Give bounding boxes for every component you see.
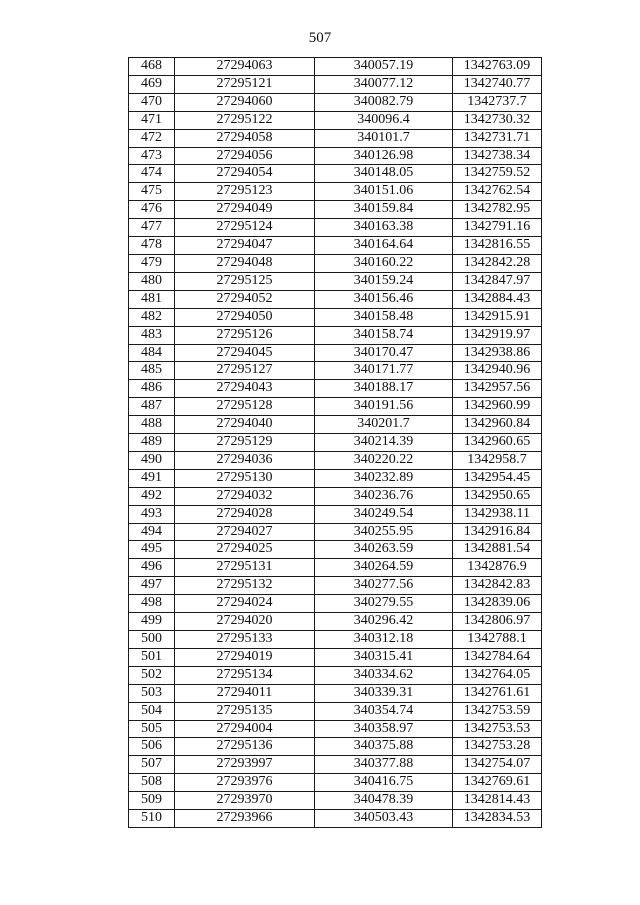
row-index-cell: 479 bbox=[129, 254, 175, 272]
row-index-cell: 468 bbox=[129, 58, 175, 76]
y-coordinate-cell: 1342782.95 bbox=[453, 201, 542, 219]
row-index-cell: 473 bbox=[129, 147, 175, 165]
x-coordinate-cell: 340478.39 bbox=[315, 792, 453, 810]
coordinates-table bbox=[128, 57, 542, 828]
x-coordinate-cell: 340358.97 bbox=[315, 720, 453, 738]
point-id-cell: 27294054 bbox=[175, 165, 315, 183]
x-coordinate-cell: 340201.7 bbox=[315, 416, 453, 434]
row-index-cell: 488 bbox=[129, 416, 175, 434]
row-index-cell: 494 bbox=[129, 523, 175, 541]
x-coordinate-cell: 340163.38 bbox=[315, 219, 453, 237]
table-row bbox=[129, 505, 542, 523]
y-coordinate-cell: 1342784.64 bbox=[453, 648, 542, 666]
table-row bbox=[129, 398, 542, 416]
table-row bbox=[129, 272, 542, 290]
point-id-cell: 27294004 bbox=[175, 720, 315, 738]
y-coordinate-cell: 1342731.71 bbox=[453, 129, 542, 147]
y-coordinate-cell: 1342769.61 bbox=[453, 774, 542, 792]
row-index-cell: 470 bbox=[129, 93, 175, 111]
x-coordinate-cell: 340354.74 bbox=[315, 702, 453, 720]
table-row bbox=[129, 595, 542, 613]
point-id-cell: 27294027 bbox=[175, 523, 315, 541]
row-index-cell: 510 bbox=[129, 810, 175, 828]
row-index-cell: 506 bbox=[129, 738, 175, 756]
point-id-cell: 27295121 bbox=[175, 75, 315, 93]
table-row bbox=[129, 702, 542, 720]
table-row bbox=[129, 93, 542, 111]
x-coordinate-cell: 340188.17 bbox=[315, 380, 453, 398]
row-index-cell: 504 bbox=[129, 702, 175, 720]
x-coordinate-cell: 340220.22 bbox=[315, 451, 453, 469]
row-index-cell: 496 bbox=[129, 559, 175, 577]
row-index-cell: 503 bbox=[129, 684, 175, 702]
table-row bbox=[129, 523, 542, 541]
x-coordinate-cell: 340277.56 bbox=[315, 577, 453, 595]
x-coordinate-cell: 340312.18 bbox=[315, 631, 453, 649]
point-id-cell: 27294056 bbox=[175, 147, 315, 165]
x-coordinate-cell: 340077.12 bbox=[315, 75, 453, 93]
table-row bbox=[129, 308, 542, 326]
y-coordinate-cell: 1342737.7 bbox=[453, 93, 542, 111]
table-row bbox=[129, 183, 542, 201]
table-row bbox=[129, 666, 542, 684]
row-index-cell: 477 bbox=[129, 219, 175, 237]
point-id-cell: 27293966 bbox=[175, 810, 315, 828]
point-id-cell: 27295136 bbox=[175, 738, 315, 756]
point-id-cell: 27295123 bbox=[175, 183, 315, 201]
table-row bbox=[129, 792, 542, 810]
y-coordinate-cell: 1342842.28 bbox=[453, 254, 542, 272]
row-index-cell: 490 bbox=[129, 451, 175, 469]
table-row bbox=[129, 434, 542, 452]
point-id-cell: 27294045 bbox=[175, 344, 315, 362]
row-index-cell: 493 bbox=[129, 505, 175, 523]
x-coordinate-cell: 340158.74 bbox=[315, 326, 453, 344]
x-coordinate-cell: 340159.84 bbox=[315, 201, 453, 219]
x-coordinate-cell: 340170.47 bbox=[315, 344, 453, 362]
y-coordinate-cell: 1342884.43 bbox=[453, 290, 542, 308]
table-row bbox=[129, 559, 542, 577]
table-row bbox=[129, 631, 542, 649]
table-row bbox=[129, 613, 542, 631]
row-index-cell: 500 bbox=[129, 631, 175, 649]
table-body bbox=[129, 58, 542, 828]
point-id-cell: 27295130 bbox=[175, 469, 315, 487]
row-index-cell: 497 bbox=[129, 577, 175, 595]
table-row bbox=[129, 58, 542, 76]
row-index-cell: 484 bbox=[129, 344, 175, 362]
y-coordinate-cell: 1342754.07 bbox=[453, 756, 542, 774]
x-coordinate-cell: 340156.46 bbox=[315, 290, 453, 308]
row-index-cell: 501 bbox=[129, 648, 175, 666]
row-index-cell: 492 bbox=[129, 487, 175, 505]
x-coordinate-cell: 340416.75 bbox=[315, 774, 453, 792]
table-row bbox=[129, 344, 542, 362]
row-index-cell: 491 bbox=[129, 469, 175, 487]
point-id-cell: 27294024 bbox=[175, 595, 315, 613]
table-row bbox=[129, 129, 542, 147]
y-coordinate-cell: 1342919.97 bbox=[453, 326, 542, 344]
table-row bbox=[129, 254, 542, 272]
table-row bbox=[129, 487, 542, 505]
table-row bbox=[129, 738, 542, 756]
row-index-cell: 509 bbox=[129, 792, 175, 810]
y-coordinate-cell: 1342763.09 bbox=[453, 58, 542, 76]
x-coordinate-cell: 340255.95 bbox=[315, 523, 453, 541]
y-coordinate-cell: 1342960.99 bbox=[453, 398, 542, 416]
x-coordinate-cell: 340082.79 bbox=[315, 93, 453, 111]
x-coordinate-cell: 340232.89 bbox=[315, 469, 453, 487]
table-row bbox=[129, 237, 542, 255]
row-index-cell: 483 bbox=[129, 326, 175, 344]
row-index-cell: 475 bbox=[129, 183, 175, 201]
row-index-cell: 486 bbox=[129, 380, 175, 398]
row-index-cell: 482 bbox=[129, 308, 175, 326]
x-coordinate-cell: 340159.24 bbox=[315, 272, 453, 290]
point-id-cell: 27295128 bbox=[175, 398, 315, 416]
y-coordinate-cell: 1342958.7 bbox=[453, 451, 542, 469]
point-id-cell: 27294036 bbox=[175, 451, 315, 469]
row-index-cell: 469 bbox=[129, 75, 175, 93]
row-index-cell: 505 bbox=[129, 720, 175, 738]
point-id-cell: 27295126 bbox=[175, 326, 315, 344]
row-index-cell: 489 bbox=[129, 434, 175, 452]
x-coordinate-cell: 340126.98 bbox=[315, 147, 453, 165]
x-coordinate-cell: 340503.43 bbox=[315, 810, 453, 828]
row-index-cell: 502 bbox=[129, 666, 175, 684]
y-coordinate-cell: 1342753.59 bbox=[453, 702, 542, 720]
x-coordinate-cell: 340264.59 bbox=[315, 559, 453, 577]
y-coordinate-cell: 1342834.53 bbox=[453, 810, 542, 828]
y-coordinate-cell: 1342957.56 bbox=[453, 380, 542, 398]
x-coordinate-cell: 340279.55 bbox=[315, 595, 453, 613]
x-coordinate-cell: 340160.22 bbox=[315, 254, 453, 272]
point-id-cell: 27295122 bbox=[175, 111, 315, 129]
point-id-cell: 27293997 bbox=[175, 756, 315, 774]
y-coordinate-cell: 1342738.34 bbox=[453, 147, 542, 165]
row-index-cell: 508 bbox=[129, 774, 175, 792]
y-coordinate-cell: 1342938.86 bbox=[453, 344, 542, 362]
table-row bbox=[129, 577, 542, 595]
point-id-cell: 27293976 bbox=[175, 774, 315, 792]
table-row bbox=[129, 201, 542, 219]
y-coordinate-cell: 1342753.53 bbox=[453, 720, 542, 738]
y-coordinate-cell: 1342960.84 bbox=[453, 416, 542, 434]
table-row bbox=[129, 290, 542, 308]
x-coordinate-cell: 340236.76 bbox=[315, 487, 453, 505]
table-row bbox=[129, 774, 542, 792]
y-coordinate-cell: 1342730.32 bbox=[453, 111, 542, 129]
row-index-cell: 476 bbox=[129, 201, 175, 219]
table-row bbox=[129, 541, 542, 559]
point-id-cell: 27294043 bbox=[175, 380, 315, 398]
point-id-cell: 27294047 bbox=[175, 237, 315, 255]
table-row bbox=[129, 469, 542, 487]
table-row bbox=[129, 219, 542, 237]
table-row bbox=[129, 451, 542, 469]
point-id-cell: 27295135 bbox=[175, 702, 315, 720]
x-coordinate-cell: 340057.19 bbox=[315, 58, 453, 76]
x-coordinate-cell: 340315.41 bbox=[315, 648, 453, 666]
y-coordinate-cell: 1342806.97 bbox=[453, 613, 542, 631]
y-coordinate-cell: 1342940.96 bbox=[453, 362, 542, 380]
table-row bbox=[129, 147, 542, 165]
point-id-cell: 27294060 bbox=[175, 93, 315, 111]
table-row bbox=[129, 111, 542, 129]
x-coordinate-cell: 340191.56 bbox=[315, 398, 453, 416]
table-row bbox=[129, 380, 542, 398]
row-index-cell: 487 bbox=[129, 398, 175, 416]
y-coordinate-cell: 1342753.28 bbox=[453, 738, 542, 756]
x-coordinate-cell: 340096.4 bbox=[315, 111, 453, 129]
table-row bbox=[129, 756, 542, 774]
row-index-cell: 480 bbox=[129, 272, 175, 290]
point-id-cell: 27295134 bbox=[175, 666, 315, 684]
table-row bbox=[129, 810, 542, 828]
point-id-cell: 27294011 bbox=[175, 684, 315, 702]
y-coordinate-cell: 1342881.54 bbox=[453, 541, 542, 559]
row-index-cell: 478 bbox=[129, 237, 175, 255]
x-coordinate-cell: 340296.42 bbox=[315, 613, 453, 631]
x-coordinate-cell: 340158.48 bbox=[315, 308, 453, 326]
point-id-cell: 27294050 bbox=[175, 308, 315, 326]
x-coordinate-cell: 340339.31 bbox=[315, 684, 453, 702]
y-coordinate-cell: 1342876.9 bbox=[453, 559, 542, 577]
point-id-cell: 27294028 bbox=[175, 505, 315, 523]
page-number: 507 bbox=[308, 30, 332, 46]
point-id-cell: 27294048 bbox=[175, 254, 315, 272]
point-id-cell: 27294063 bbox=[175, 58, 315, 76]
row-index-cell: 499 bbox=[129, 613, 175, 631]
y-coordinate-cell: 1342761.61 bbox=[453, 684, 542, 702]
y-coordinate-cell: 1342950.65 bbox=[453, 487, 542, 505]
y-coordinate-cell: 1342839.06 bbox=[453, 595, 542, 613]
row-index-cell: 485 bbox=[129, 362, 175, 380]
y-coordinate-cell: 1342960.65 bbox=[453, 434, 542, 452]
point-id-cell: 27295133 bbox=[175, 631, 315, 649]
row-index-cell: 471 bbox=[129, 111, 175, 129]
y-coordinate-cell: 1342762.54 bbox=[453, 183, 542, 201]
y-coordinate-cell: 1342791.16 bbox=[453, 219, 542, 237]
table-row bbox=[129, 75, 542, 93]
x-coordinate-cell: 340101.7 bbox=[315, 129, 453, 147]
table-row bbox=[129, 416, 542, 434]
table-row bbox=[129, 165, 542, 183]
point-id-cell: 27293970 bbox=[175, 792, 315, 810]
y-coordinate-cell: 1342764.05 bbox=[453, 666, 542, 684]
row-index-cell: 507 bbox=[129, 756, 175, 774]
point-id-cell: 27294019 bbox=[175, 648, 315, 666]
y-coordinate-cell: 1342916.84 bbox=[453, 523, 542, 541]
table-row bbox=[129, 684, 542, 702]
x-coordinate-cell: 340214.39 bbox=[315, 434, 453, 452]
y-coordinate-cell: 1342842.83 bbox=[453, 577, 542, 595]
point-id-cell: 27295124 bbox=[175, 219, 315, 237]
point-id-cell: 27294049 bbox=[175, 201, 315, 219]
table-row bbox=[129, 648, 542, 666]
y-coordinate-cell: 1342954.45 bbox=[453, 469, 542, 487]
x-coordinate-cell: 340164.64 bbox=[315, 237, 453, 255]
y-coordinate-cell: 1342788.1 bbox=[453, 631, 542, 649]
x-coordinate-cell: 340148.05 bbox=[315, 165, 453, 183]
y-coordinate-cell: 1342814.43 bbox=[453, 792, 542, 810]
y-coordinate-cell: 1342915.91 bbox=[453, 308, 542, 326]
row-index-cell: 481 bbox=[129, 290, 175, 308]
y-coordinate-cell: 1342938.11 bbox=[453, 505, 542, 523]
point-id-cell: 27295131 bbox=[175, 559, 315, 577]
x-coordinate-cell: 340263.59 bbox=[315, 541, 453, 559]
point-id-cell: 27295125 bbox=[175, 272, 315, 290]
y-coordinate-cell: 1342740.77 bbox=[453, 75, 542, 93]
table-row bbox=[129, 326, 542, 344]
x-coordinate-cell: 340375.88 bbox=[315, 738, 453, 756]
point-id-cell: 27295132 bbox=[175, 577, 315, 595]
x-coordinate-cell: 340171.77 bbox=[315, 362, 453, 380]
table-row bbox=[129, 720, 542, 738]
point-id-cell: 27294058 bbox=[175, 129, 315, 147]
y-coordinate-cell: 1342816.55 bbox=[453, 237, 542, 255]
row-index-cell: 474 bbox=[129, 165, 175, 183]
point-id-cell: 27295127 bbox=[175, 362, 315, 380]
x-coordinate-cell: 340377.88 bbox=[315, 756, 453, 774]
point-id-cell: 27295129 bbox=[175, 434, 315, 452]
y-coordinate-cell: 1342847.97 bbox=[453, 272, 542, 290]
point-id-cell: 27294052 bbox=[175, 290, 315, 308]
row-index-cell: 495 bbox=[129, 541, 175, 559]
y-coordinate-cell: 1342759.52 bbox=[453, 165, 542, 183]
x-coordinate-cell: 340151.06 bbox=[315, 183, 453, 201]
x-coordinate-cell: 340249.54 bbox=[315, 505, 453, 523]
table-row bbox=[129, 362, 542, 380]
point-id-cell: 27294025 bbox=[175, 541, 315, 559]
row-index-cell: 472 bbox=[129, 129, 175, 147]
point-id-cell: 27294032 bbox=[175, 487, 315, 505]
row-index-cell: 498 bbox=[129, 595, 175, 613]
point-id-cell: 27294020 bbox=[175, 613, 315, 631]
point-id-cell: 27294040 bbox=[175, 416, 315, 434]
x-coordinate-cell: 340334.62 bbox=[315, 666, 453, 684]
